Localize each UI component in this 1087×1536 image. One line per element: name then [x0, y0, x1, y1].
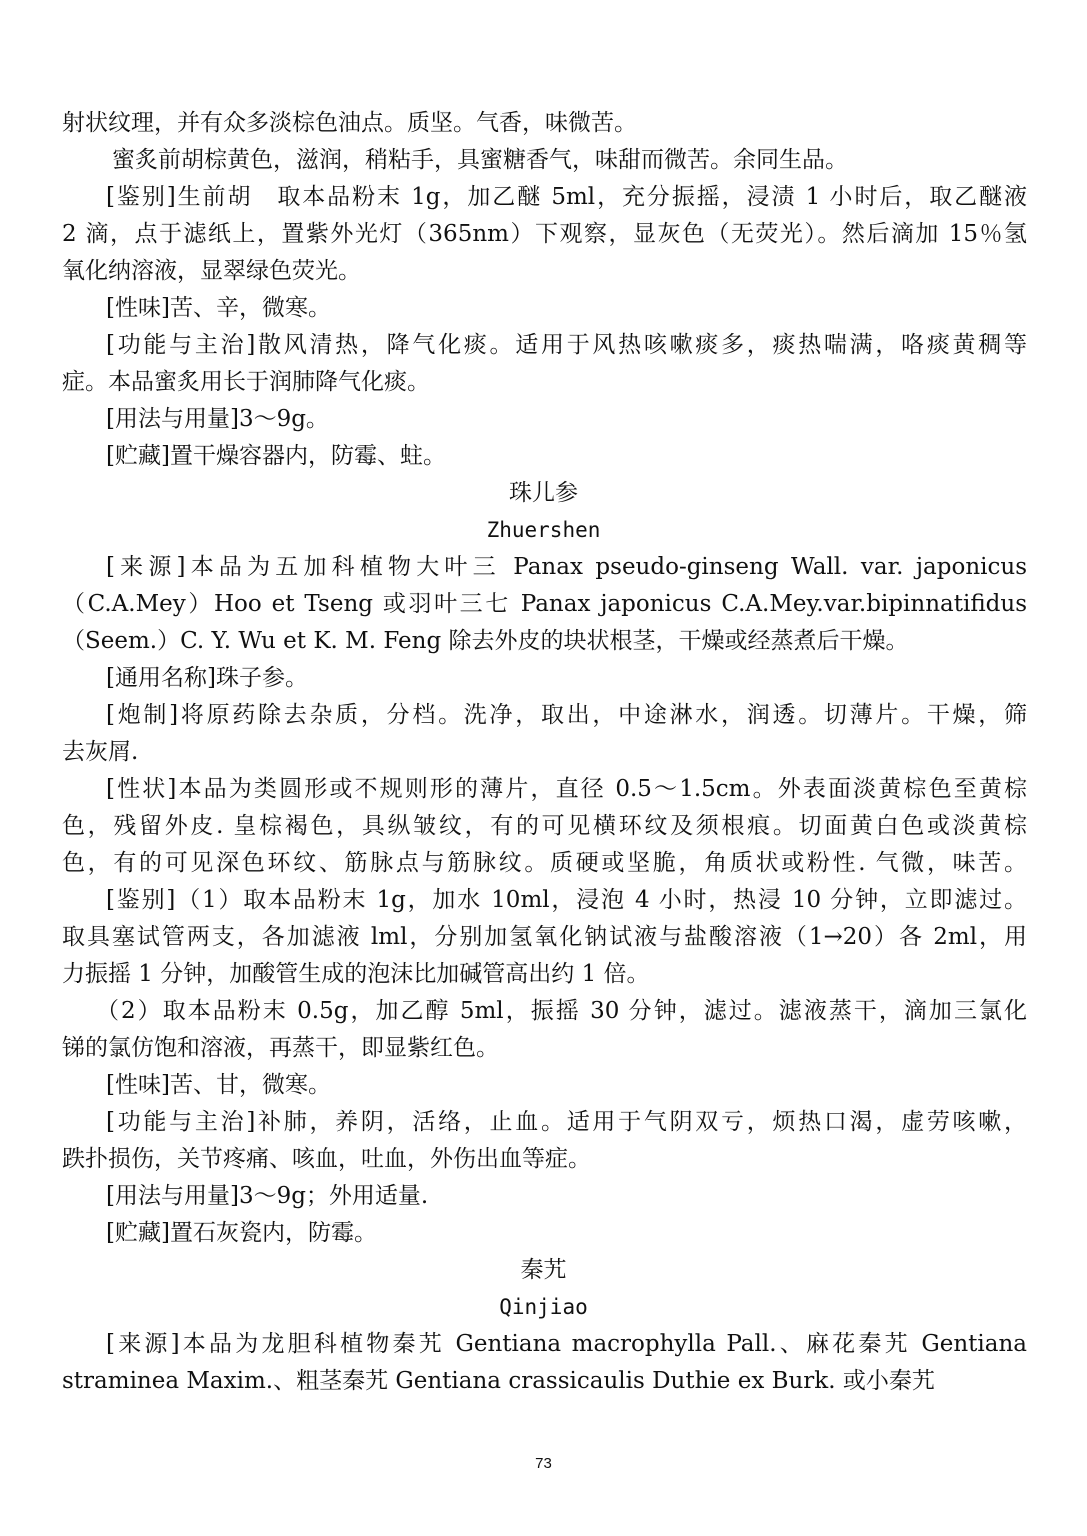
page-number: 73 — [535, 1455, 552, 1472]
text-line: 力振摇 1 分钟，加酸管生成的泡沫比加碱管高出约 1 倍。 — [62, 961, 650, 987]
text-line: 取具塞试管两支，各加滤液 lml，分别加氢氧化钠试液与盐酸溶液（1→20）各 2ml，用 — [62, 924, 1027, 950]
text-line: [来源]本品为龙胆科植物秦艽 Gentiana macrophylla Pall.、麻花秦艽 Gentiana — [106, 1331, 1027, 1357]
text-line: [性味]苦、甘，微寒。 — [106, 1072, 331, 1098]
text-line: [性味]苦、辛，微寒。 — [106, 295, 331, 321]
text-line: [来源]本品为五加科植物大叶三 Panax pseudo-ginseng Wall. var. japonicus — [106, 554, 1027, 580]
text-line: 色，残留外皮. 皇棕褐色，具纵皱纹，有的可见横环纹及须根痕。切面黄白色或淡黄棕 — [62, 813, 1027, 839]
text-line: [用法与用量]3～9g。 — [106, 406, 329, 432]
text-line: 蜜炙前胡棕黄色，滋润，稍粘手，具蜜糖香气，味甜而微苦。余同生品。 — [112, 147, 848, 173]
text-line: （2）取本品粉末 0.5g，加乙醇 5ml，振摇 30 分钟，滤过。滤液蒸干，滴加三氯化 — [96, 998, 1027, 1024]
text-line: 锑的氯仿饱和溶液，再蒸干，即显紫红色。 — [62, 1035, 499, 1061]
text-line: [贮藏]置干燥容器内，防霉、蛀。 — [106, 443, 446, 469]
text-line: [鉴别]（1）取本品粉末 1g，加水 10ml，浸泡 4 小时，热浸 10 分钟，立即滤过。 — [106, 887, 1027, 913]
text-line: 射状纹理，并有众多淡棕色油点。质坚。气香，味微苦。 — [62, 110, 637, 136]
text-line: 去灰屑. — [62, 739, 139, 765]
text-line: 症。本品蜜炙用长于润肺降气化痰。 — [62, 369, 430, 395]
section-pinyin: Qinjiao — [499, 1295, 588, 1319]
text-line: 氧化纳溶液，显翠绿色荧光。 — [62, 258, 361, 284]
text-line: [炮制]将原药除去杂质，分档。洗净，取出，中途淋水，润透。切薄片。干燥，筛 — [106, 702, 1027, 728]
text-line: （Seem.）C. Y. Wu et K. M. Feng 除去外皮的块状根茎，干燥或经蒸煮后干燥。 — [62, 628, 909, 654]
text-line: [鉴别]生前胡 取本品粉末 1g，加乙醚 5ml，充分振摇，浸渍 1 小时后，取乙醚液 — [106, 184, 1027, 210]
text-line: （C.A.Mey）Hoo et Tseng 或羽叶三七 Panax japonicus C.A.Mey.var.bipinnatifidus — [62, 591, 1027, 617]
text-line: [贮藏]置石灰瓷内，防霉。 — [106, 1220, 377, 1246]
section-pinyin: Zhuershen — [486, 518, 601, 542]
text-line: 色，有的可见深色环纹、筋脉点与筋脉纹。质硬或坚脆，角质状或粉性. 气微，味苦。 — [62, 850, 1027, 876]
text-line: [功能与主治]散风清热，降气化痰。适用于风热咳嗽痰多，痰热喘满，咯痰黄稠等 — [106, 332, 1027, 358]
section-title: 珠儿参 — [509, 480, 578, 506]
section-title: 秦艽 — [520, 1257, 567, 1283]
text-line: [通用名称]珠子参。 — [106, 665, 308, 691]
text-line: [功能与主治]补肺，养阴，活络，止血。适用于气阴双亏，烦热口渴，虚劳咳嗽， — [106, 1109, 1027, 1135]
text-line: [性状]本品为类圆形或不规则形的薄片，直径 0.5～1.5cm。外表面淡黄棕色至黄棕 — [106, 776, 1027, 802]
text-line: [用法与用量]3～9g；外用适量. — [106, 1183, 429, 1209]
text-line: 跌扑损伤，关节疼痛、咳血，吐血，外伤出血等症。 — [62, 1146, 591, 1172]
text-line: 2 滴，点于滤纸上，置紫外光灯（365nm）下观察，显灰色（无荧光）。然后滴加 15％氢 — [62, 221, 1027, 247]
text-line: straminea Maxim.、粗茎秦艽 Gentiana crassicaulis Duthie ex Burk. 或小秦艽 — [62, 1368, 935, 1394]
